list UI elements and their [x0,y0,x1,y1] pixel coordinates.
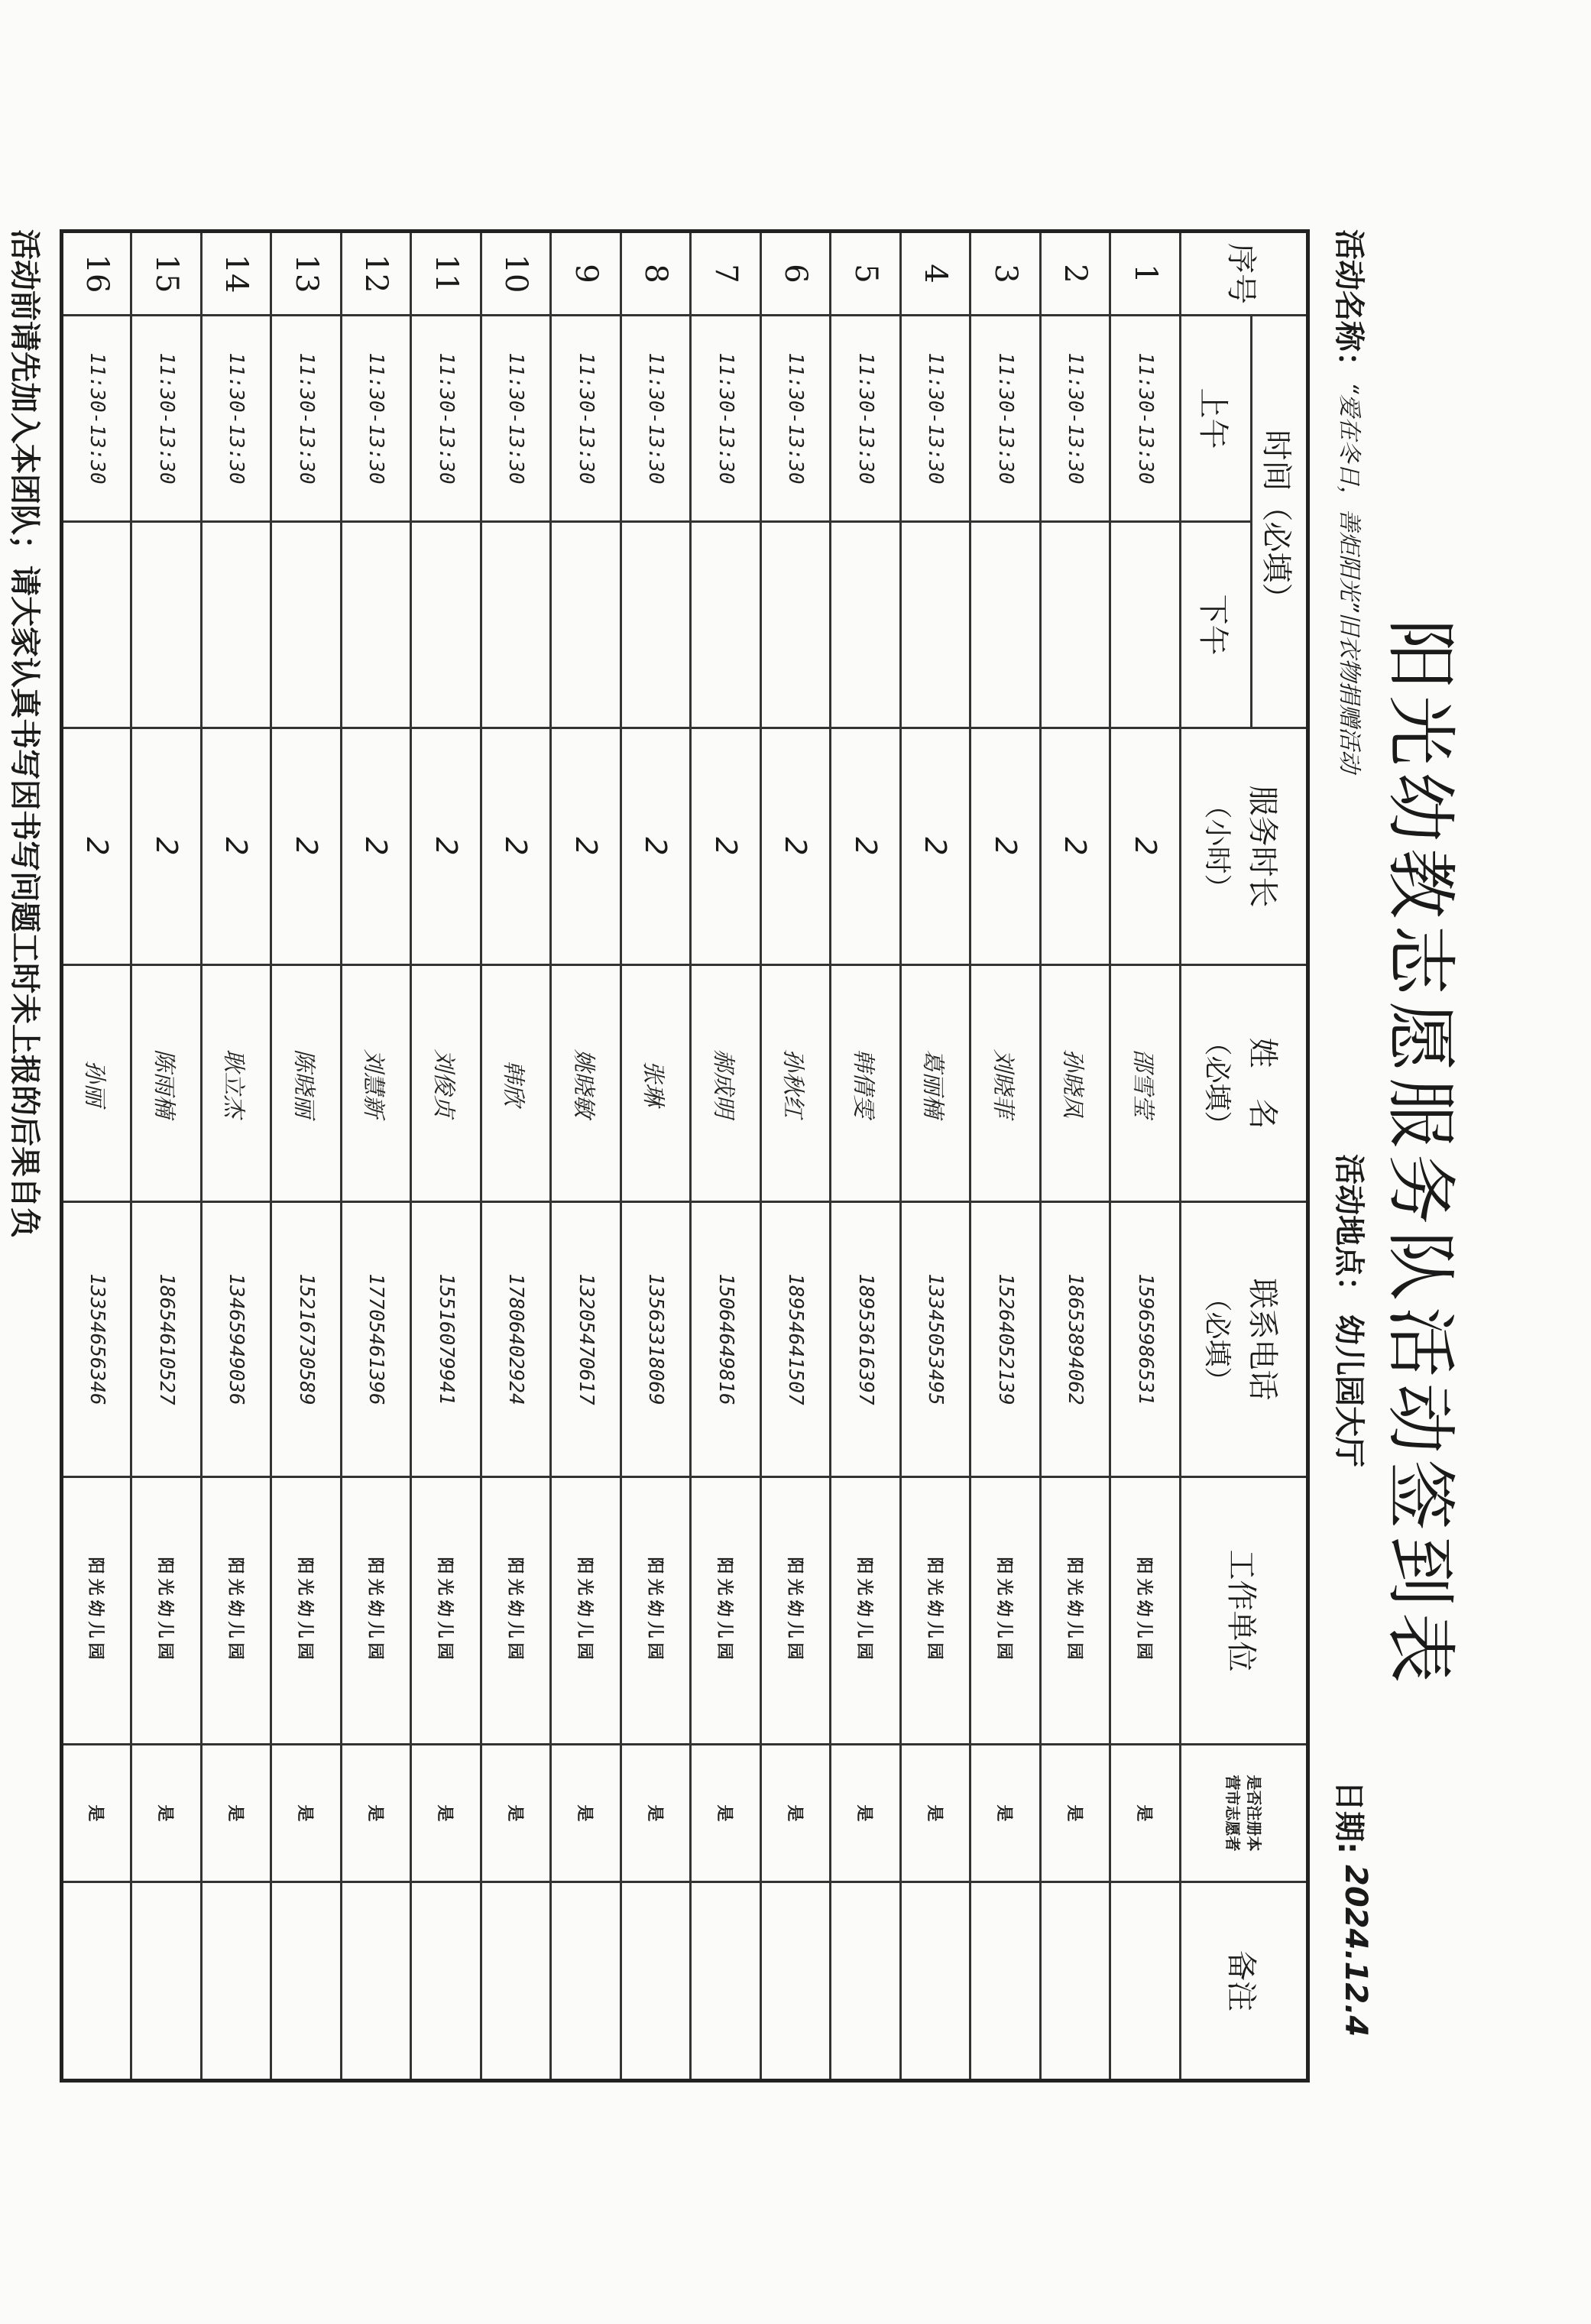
morning-time: 11:30-13:30 [901,316,971,522]
header-registered-line1: 是否注册本 [1245,1775,1264,1852]
morning-time: 11:30-13:30 [761,316,831,522]
header-remarks: 备注 [1181,1882,1308,2081]
header-duration-line2: （小时） [1201,791,1233,902]
morning-time: 11:30-13:30 [131,316,202,522]
registered-flag: 是 [481,1745,552,1882]
morning-time: 11:30-13:30 [342,316,412,522]
afternoon-time [411,522,481,728]
afternoon-time [62,522,132,728]
row-index: 2 [1041,232,1111,316]
table-row [271,232,342,2081]
phone-number: 13465949036 [202,1202,272,1477]
registered-flag: 是 [1110,1745,1181,1882]
afternoon-time [551,522,621,728]
header-name [1181,965,1308,1202]
service-hours: 2 [62,728,132,965]
volunteer-name: 刘慧新 [342,965,412,1202]
row-index: 6 [761,232,831,316]
phone-number: 15965986531 [1110,1202,1181,1477]
header-phone-line2: （必填） [1201,1284,1233,1395]
service-hours: 2 [202,728,272,965]
work-unit: 阳光幼儿园 [62,1477,132,1745]
registered-flag: 是 [551,1745,621,1882]
row-index: 12 [342,232,412,316]
row-index: 13 [271,232,342,316]
work-unit: 阳光幼儿园 [131,1477,202,1745]
service-hours: 2 [691,728,761,965]
remarks-cell [621,1882,692,2081]
registered-flag: 是 [901,1745,971,1882]
table-row [411,232,481,2081]
phone-number: 13345053495 [901,1202,971,1477]
table-row [551,232,621,2081]
service-hours: 2 [551,728,621,965]
volunteer-name: 孙晓凤 [1041,965,1111,1202]
activity-info [1327,229,1373,2079]
service-hours: 2 [342,728,412,965]
remarks-cell [131,1882,202,2081]
row-index: 15 [131,232,202,316]
remarks-cell [62,1882,132,2081]
volunteer-name: 韩倩雯 [831,965,901,1202]
volunteer-name: 陈雨楠 [131,965,202,1202]
service-hours: 2 [970,728,1041,965]
remarks-cell [202,1882,272,2081]
remarks-cell [761,1882,831,2081]
remarks-cell [271,1882,342,2081]
volunteer-name: 张琳 [621,965,692,1202]
afternoon-time [271,522,342,728]
morning-time: 11:30-13:30 [1041,316,1111,522]
work-unit: 阳光幼儿园 [342,1477,412,1745]
header-name-line2: （必填） [1201,1028,1233,1139]
registered-flag: 是 [131,1745,202,1882]
service-hours: 2 [1110,728,1181,965]
morning-time: 11:30-13:30 [411,316,481,522]
morning-time: 11:30-13:30 [62,316,132,522]
registered-flag: 是 [621,1745,692,1882]
volunteer-name: 姚晓敏 [551,965,621,1202]
phone-number: 17806402924 [481,1202,552,1477]
activity-location-value: 幼儿园大厅 [1331,1314,1366,1467]
volunteer-name: 郝成明 [691,965,761,1202]
footer-note: 活动前请先加入本团队；请大家认真书写因书写问题工时未上报的后果自负 [7,229,42,1238]
work-unit: 阳光幼儿园 [691,1477,761,1745]
table-row [1110,232,1181,2081]
morning-time: 11:30-13:30 [202,316,272,522]
registered-flag: 是 [831,1745,901,1882]
header-name-line1: 姓 名 [1245,1037,1281,1130]
afternoon-time [901,522,971,728]
afternoon-time [1110,522,1181,728]
registered-flag: 是 [62,1745,132,1882]
row-index: 11 [411,232,481,316]
table-row [131,232,202,2081]
phone-number: 15064649816 [691,1202,761,1477]
row-index: 9 [551,232,621,316]
phone-number: 13563318069 [621,1202,692,1477]
service-hours: 2 [131,728,202,965]
row-index: 5 [831,232,901,316]
service-hours: 2 [411,728,481,965]
work-unit: 阳光幼儿园 [271,1477,342,1745]
service-hours: 2 [901,728,971,965]
work-unit: 阳光幼儿园 [551,1477,621,1745]
header-index: 序号 [1181,232,1308,316]
volunteer-name: 耿立杰 [202,965,272,1202]
table-row [901,232,971,2081]
table-row [691,232,761,2081]
activity-location-label: 活动地点： [1331,1154,1366,1307]
header-registered-line2: 营市志愿者 [1223,1775,1243,1852]
service-hours: 2 [761,728,831,965]
afternoon-time [131,522,202,728]
header-duration-line1: 服务时长 [1245,785,1281,908]
registered-flag: 是 [342,1745,412,1882]
registered-flag: 是 [271,1745,342,1882]
registered-flag: 是 [761,1745,831,1882]
volunteer-name: 邵雪莹 [1110,965,1181,1202]
table-row [62,232,132,2081]
remarks-cell [1041,1882,1111,2081]
afternoon-time [621,522,692,728]
page-title: 阳光幼教志愿服务队活动签到表 [1379,618,1461,1689]
row-index: 8 [621,232,692,316]
work-unit: 阳光幼儿园 [831,1477,901,1745]
work-unit: 阳光幼儿园 [901,1477,971,1745]
registered-flag: 是 [411,1745,481,1882]
table-row [202,232,272,2081]
morning-time: 11:30-13:30 [970,316,1041,522]
row-index: 10 [481,232,552,316]
work-unit: 阳光幼儿园 [1110,1477,1181,1745]
afternoon-time [202,522,272,728]
header-phone-line1: 联系电话 [1245,1278,1281,1401]
row-index: 16 [62,232,132,316]
remarks-cell [1110,1882,1181,2081]
morning-time: 11:30-13:30 [1110,316,1181,522]
morning-time: 11:30-13:30 [271,316,342,522]
table-row [831,232,901,2081]
volunteer-name: 刘晓菲 [970,965,1041,1202]
header-phone [1181,1202,1308,1477]
remarks-cell [970,1882,1041,2081]
afternoon-time [481,522,552,728]
morning-time: 11:30-13:30 [691,316,761,522]
phone-number: 18954641507 [761,1202,831,1477]
registered-flag: 是 [691,1745,761,1882]
work-unit: 阳光幼儿园 [411,1477,481,1745]
phone-number: 18653894062 [1041,1202,1111,1477]
header-registered [1181,1745,1308,1882]
registered-flag: 是 [202,1745,272,1882]
table-row [761,232,831,2081]
afternoon-time [761,522,831,728]
remarks-cell [831,1882,901,2081]
work-unit: 阳光幼儿园 [1041,1477,1111,1745]
afternoon-time [691,522,761,728]
morning-time: 11:30-13:30 [621,316,692,522]
service-hours: 2 [271,728,342,965]
afternoon-time [1041,522,1111,728]
phone-number: 15516079941 [411,1202,481,1477]
afternoon-time [342,522,412,728]
volunteer-name: 刘俊贞 [411,965,481,1202]
volunteer-name: 葛丽楠 [901,965,971,1202]
volunteer-name: 陈晓丽 [271,965,342,1202]
phone-number: 15264052139 [970,1202,1041,1477]
remarks-cell [901,1882,971,2081]
phone-number: 13205470617 [551,1202,621,1477]
work-unit: 阳光幼儿园 [481,1477,552,1745]
activity-name-value: “爱在冬日，善炬阳光”旧衣物捐赠活动 [1336,382,1363,773]
volunteer-name: 孙丽 [62,965,132,1202]
row-index: 1 [1110,232,1181,316]
afternoon-time [831,522,901,728]
morning-time: 11:30-13:30 [551,316,621,522]
phone-number: 17705461396 [342,1202,412,1477]
header-unit: 工作单位 [1181,1477,1308,1745]
row-index: 4 [901,232,971,316]
table-row [481,232,552,2081]
table-row [970,232,1041,2081]
activity-name-label: 活动名称： [1331,229,1366,382]
service-hours: 2 [1041,728,1111,965]
service-hours: 2 [831,728,901,965]
work-unit: 阳光幼儿园 [970,1477,1041,1745]
phone-number: 18953616397 [831,1202,901,1477]
phone-number: 18654610527 [131,1202,202,1477]
row-index: 3 [970,232,1041,316]
activity-date-value: 2024.12.4 [1338,1865,1373,2037]
table-row [621,232,692,2081]
service-hours: 2 [621,728,692,965]
activity-date-label: 日期: [1331,1781,1366,1854]
morning-time: 11:30-13:30 [831,316,901,522]
header-duration [1181,728,1308,965]
remarks-cell [481,1882,552,2081]
row-index: 7 [691,232,761,316]
afternoon-time [970,522,1041,728]
table-row [342,232,412,2081]
phone-number: 13354656346 [62,1202,132,1477]
volunteer-name: 孙秋红 [761,965,831,1202]
remarks-cell [691,1882,761,2081]
work-unit: 阳光幼儿园 [761,1477,831,1745]
header-morning: 上午 [1181,316,1252,522]
registered-flag: 是 [970,1745,1041,1882]
table-body [62,232,1181,2081]
registered-flag: 是 [1041,1745,1111,1882]
work-unit: 阳光幼儿园 [202,1477,272,1745]
remarks-cell [342,1882,412,2081]
morning-time: 11:30-13:30 [481,316,552,522]
service-hours: 2 [481,728,552,965]
table-row [1041,232,1111,2081]
work-unit: 阳光幼儿园 [621,1477,692,1745]
remarks-cell [411,1882,481,2081]
header-afternoon: 下午 [1181,522,1252,728]
header-time: 时间（必填） [1252,316,1308,728]
row-index: 14 [202,232,272,316]
volunteer-name: 韩欣 [481,965,552,1202]
sign-in-table [60,229,1310,2083]
remarks-cell [551,1882,621,2081]
phone-number: 15216730589 [271,1202,342,1477]
